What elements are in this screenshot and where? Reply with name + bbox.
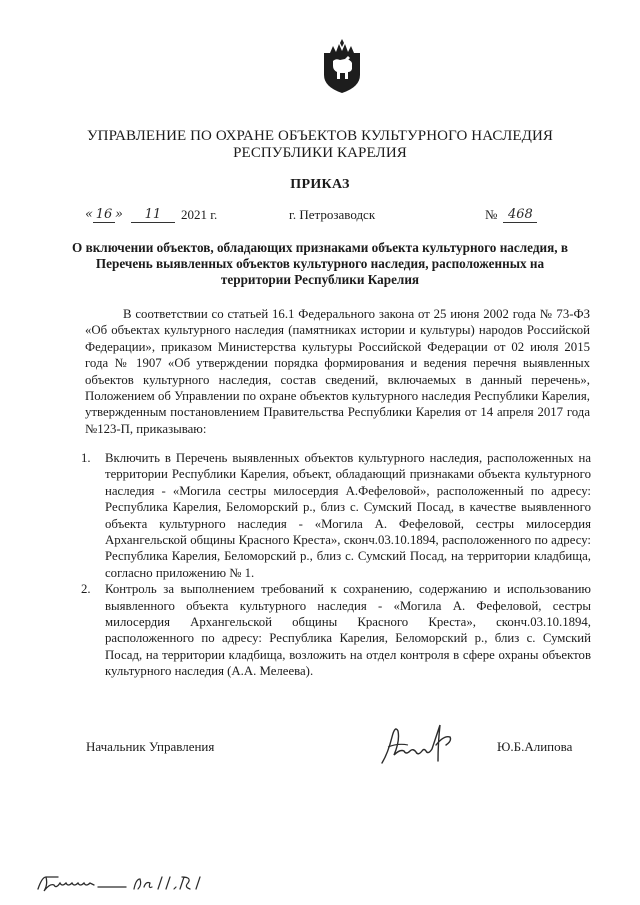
preamble-paragraph: В соответствии со статьей 16.1 Федерального закона от 25 июня 2002 года № 73-ФЗ «Об объектах культурного наследия (памятниках истории и культуры) народов Российской Федерации», приказом Министерства культуры Российской Федерации от 02 июля 2015 года № 1907 «Об утверждении порядка формирования и ведения перечня выявленных объектов культурного наследия, состав сведений, включаемых в данный перечень», Положением об Управлении по охране объектов культурного наследия Республики Карелия, утвержденным постановлением Правительства Республики Карелия от 14 апреля 2017 года №123-П, приказываю:: [85, 307, 590, 436]
organization-name-line1: УПРАВЛЕНИЕ ПО ОХРАНЕ ОБЪЕКТОВ КУЛЬТУРНОГО НАСЛЕДИЯ: [86, 128, 554, 144]
order-item-number: 1.: [81, 451, 91, 465]
order-date: [85, 207, 217, 223]
date-month: 11: [131, 208, 175, 223]
handwritten-signature: [378, 715, 468, 770]
city: г. Петрозаводск: [289, 207, 376, 222]
signer-position: Начальник Управления: [86, 739, 215, 754]
order-title: О включении объектов, обладающих признаками объекта культурного наследия, в Перечень выявленных объектов культурного наследия, расположенных на территории Республики Карелия: [72, 240, 568, 287]
order-number-label: №: [485, 207, 498, 222]
order-item: [73, 450, 591, 581]
order-number-value: 468: [503, 208, 537, 223]
date-close-quote: »: [114, 207, 123, 222]
organization-name-line2: РЕСПУБЛИКИ КАРЕЛИЯ: [233, 145, 407, 161]
date-open-quote: «: [85, 207, 93, 222]
order-item-text: Контроль за выполнением требований к сохранению, содержанию и использованию выявленного объекта культурного наследия - «Могила А. Фефеловой, сестры милосердия Архангельской общины Красного Креста», сконч.03.10.1894, расположенного по адресу: Республика Карелия, Беломорский р., близ с. Сумский Посад, на территории кладбища, возложить на отдел контроля в сфере охраны объектов культурного наследия (А.А. Мелеева).: [105, 582, 591, 679]
signer-name: Ю.Б.Алипова: [497, 739, 573, 754]
karelia-coat-of-arms-icon: [321, 39, 363, 94]
order-items-list: [73, 450, 591, 680]
document-type-heading: ПРИКАЗ: [290, 177, 350, 192]
order-item-number: 2.: [81, 582, 91, 597]
order-number: [485, 207, 537, 223]
handwritten-footer-note: [36, 871, 206, 895]
order-item: [73, 581, 591, 679]
date-day: 16: [93, 208, 115, 223]
date-year: 2021 г.: [180, 207, 218, 222]
order-item-text: Включить в Перечень выявленных объектов культурного наследия, расположенных на территории Республики Карелия, объект, обладающий признаками объекта культурного наследия - «Могила сестры милосердия А.Фефеловой», расположенный по адресу: Республика Карелия, Беломорский р., близ с. Сумский Посад, в качестве выявленного объекта культурного наследия - «Могила А. Фефеловой, сестры милосердия Архангельской общины Красного Креста», сконч.03.10.1894, расположенного по адресу: Республика Карелия, Беломорский р., близ с. Сумский Посад, на территории кладбища, согласно приложению № 1.: [105, 451, 591, 580]
